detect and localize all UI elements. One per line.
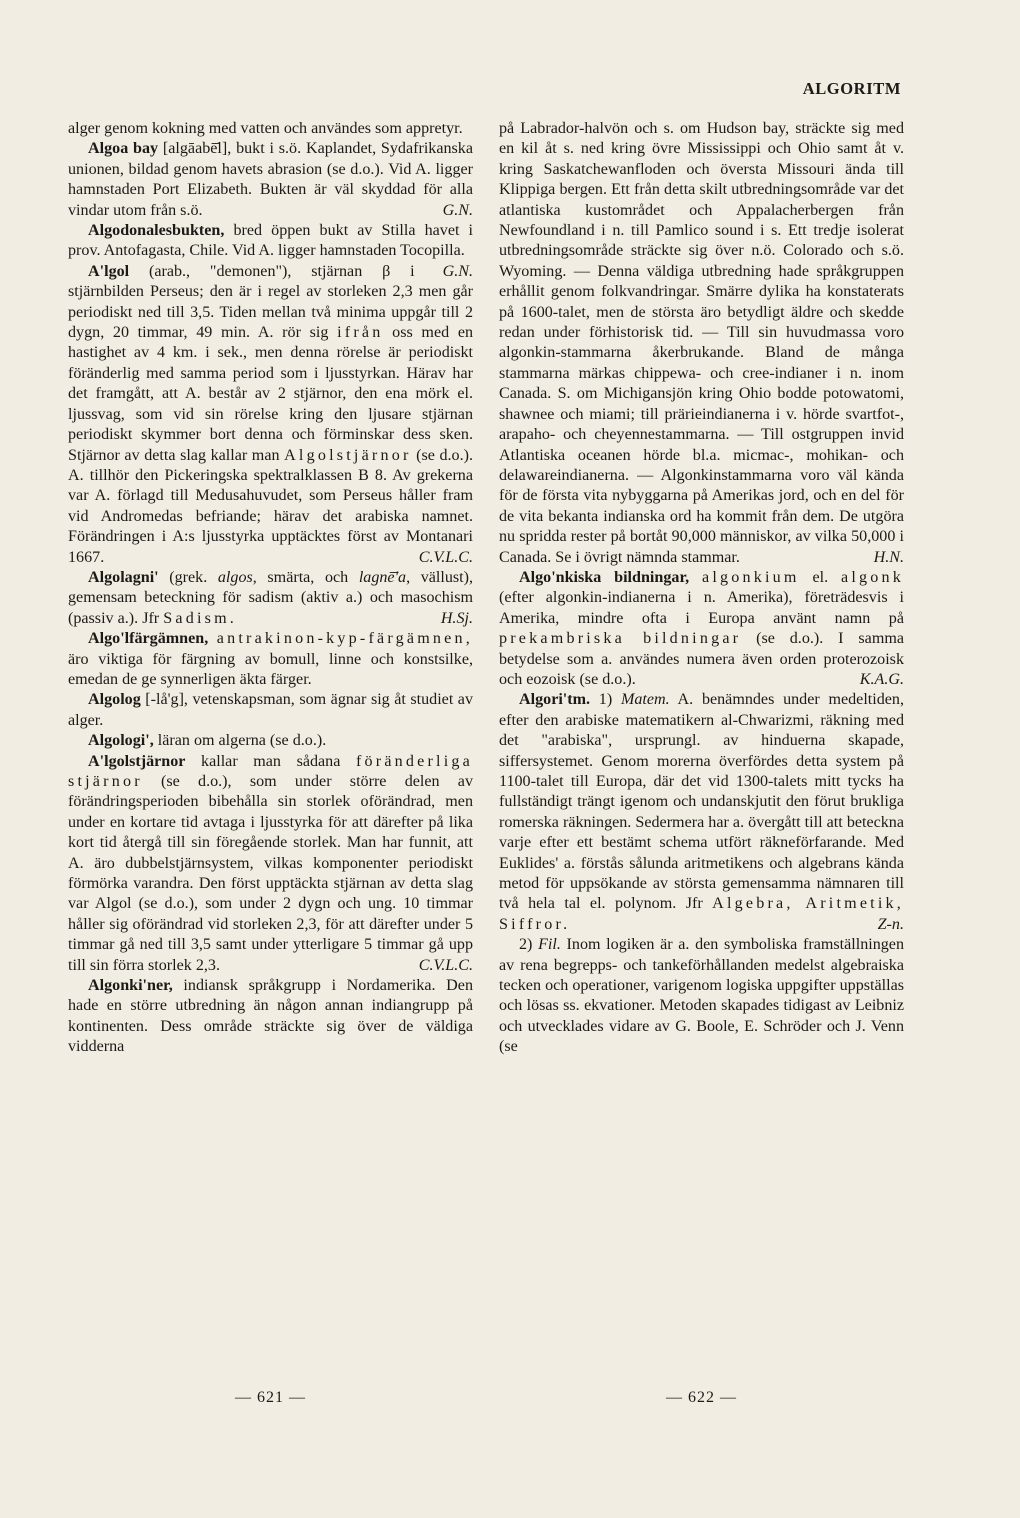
page-number-left: — 621 —	[235, 1389, 306, 1406]
entry-algoritm-philosophy: 2) Fil. Inom logiken är a. den symboliska framställningen av rena begrepps- och tankeförhållanden medelst algebraiska tecken och operationer, varigenom logiska uppgifter uppställas och lösas ss. ekvationer. Metoden skapades tidigast av Leibniz och utvecklades vidare av G. Boole, E. Schröder och J. Venn (se	[499, 936, 904, 1056]
entry-continuation: på Labrador-halvön och s. om Hudson bay, sträckte sig med en kil åt s. ned kring övre Mississippi och Ohio samt åt v. kring Saskatchewanfloden och översta Missouri ända till Klippiga bergen. Ett från detta skilt utbredningsområde var det atlantiska kustområdet och Appalacherbergen från Newfoundland i n. till Pamlico sound i s. Ett tredje isolerat utbredningsområde sträckte sig över n.ö. Colorado och s.ö. Wyoming. — Denna väldiga utbredning hade språkgruppen erhållit genom folkvandringar. Smärre dylika ha konstaterats på 1600-talet, men de största äro betydligt äldre och skedde redan under förhistorisk tid. — Till sin huvudmassa voro algonkin-stammarna åkerbrukande. Bland de många stammarna märkas chippewa- och cree-indianer i n. inom Canada. S. om Michigansjön kring Ohio bodde potowatomi, shawnee och miami; till prärieindianerna i v. hörde svartfot-, arapaho- och cheyennestammarna. — Till ostgruppen invid Atlantiska oceanen hörde bl.a. micmac-, mohikan- och delawareindianerna. — Algonkinstammarna voro väl kända för de första vita nybyggarna på Amerikas jord, och en del för de vita bekanta indianska ord ha kommit från dem. De utgöra nu spridda rester på bortåt 90,000 människor, av vilka 50,000 i Canada. Se i övrigt nämnda stammar. H.N.	[499, 119, 904, 568]
spaced-term: algonk	[840, 568, 904, 586]
entry-algodonalesbukten: Algodonalesbukten, bred öppen bukt av Stilla havet i prov. Antofagasta, Chile. Vid A. ligger hamnstaden Tocopilla. G.N.	[68, 221, 473, 262]
spaced-term: ifrån	[337, 324, 384, 342]
headword: Algo'lfärgämnen,	[88, 630, 209, 648]
headword: Algo'nkiska bildningar,	[519, 568, 690, 586]
headword: Algori'tm.	[519, 691, 591, 709]
headword: A'lgolstjärnor	[88, 752, 186, 770]
headword: Algolog	[88, 691, 141, 709]
spaced-term: föränderliga stjärnor	[68, 752, 473, 790]
headword: Algodonalesbukten,	[88, 222, 225, 240]
entry-algologi: Algologi', läran om algerna (se d.o.).	[88, 732, 327, 750]
author-signature: C.V.L.C.	[418, 956, 473, 974]
cross-reference: Algolstjärnor	[284, 446, 412, 464]
entry-continuation: alger genom kokning med vatten och användes som appretyr.	[68, 120, 463, 137]
cross-reference: prekambriska bildningar	[499, 630, 742, 648]
spaced-term: antrakinon-kyp-färgämnen,	[216, 630, 473, 648]
headword: Algoa bay	[88, 140, 159, 158]
entry-algonkiska-bildningar: Algo'nkiska bildningar, algonkium el. algonk (efter algonkin-indianerna i n. Amerika), företrädesvis i Amerika, mindre ofta i Europa använt namn på prekambriska bildningar (se d.o.). I samma betydelse som a. användes numera även orden proterozoisk och eozoisk (se d.o.). K.A.G.	[499, 568, 904, 690]
spaced-term: algonkium	[702, 568, 800, 586]
cross-reference: Algebra, Aritmetik, Siffror.	[499, 895, 904, 933]
author-signature: K.A.G.	[859, 670, 904, 688]
page-number-right: — 622 —	[666, 1389, 737, 1406]
entry-algol: A'lgol (arab., "demonen"), stjärnan β i stjärnbilden Perseus; den är i regel av storleken 2,3 men går periodiskt ned till 3,5. Tiden mellan två minima uppgår till 2 dygn, 20 timmar, 49 min. A. rör sig ifrån oss med en hastighet av 4 km. i sek., men denna rörelse är periodiskt föränderlig med samma period som i ljusstyrkan. Härav har det framgått, att A. består av 2 stjärnor, den ena mörk el. ljussvag, som vid sin rörelse kring den ljusare stjärnan periodiskt skymmer bort denna och förminskar dess sken. Stjärnor av detta slag kallar man Algolstjärnor (se d.o.). A. tillhör den Pickeringska spektralklassen B 8. Av grekerna var A. förlagd till Medusahuvudet, som Perseus håller fram vid Andromedas befriande; härav det arabiska namnet. Förändringen i A:s ljusstyrka upptäcktes först av Montanari 1667. C.V.L.C.	[68, 262, 473, 568]
entry-algolagni: Algolagni' (grek. algos, smärta, och lagnē̄'a, vällust), gemensam beteckning för sadism (aktiv a.) och masochism (passiv a.). Jfr Sadism. H.Sj.	[68, 568, 473, 629]
headword: Algolagni'	[88, 568, 159, 586]
right-column	[499, 119, 904, 1058]
headword: A'lgol	[88, 262, 130, 280]
entry-algonkiner: Algonki'ner, indiansk språkgrupp i Nordamerika. Den hade en större utbredning än någon annan indiangrupp på kontinenten. Dess område sträckte sig över de väldiga vidderna	[68, 977, 473, 1056]
left-column	[68, 119, 473, 1058]
author-signature: G.N.	[442, 201, 473, 219]
author-signature: H.N.	[873, 548, 904, 566]
author-signature: G.N.	[442, 262, 473, 280]
author-signature: C.V.L.C.	[418, 548, 473, 566]
running-head: ALGORITM	[802, 79, 901, 98]
entry-algoa-bay: Algoa bay [algāabē̄l], bukt i s.ö. Kaplandet, Sydafrikanska unionen, bildad genom havets abrasion (se d.o.). Vid A. ligger hamnstaden Port Elizabeth. Bukten är väl skyddad för alla vindar utom från s.ö. G.N.	[68, 139, 473, 221]
headword: Algologi',	[88, 732, 154, 750]
entry-algolfargamnen: Algo'lfärgämnen, antrakinon-kyp-färgämnen, äro viktiga för färgning av bomull, linne och konstsilke, emedan de ge synnerligen äkta färger.	[68, 630, 473, 688]
author-signature: H.Sj.	[440, 609, 473, 627]
cross-reference: Sadism.	[163, 609, 238, 627]
entry-algoritm: Algori'tm. 1) Matem. A. benämndes under medeltiden, efter den arabiske matematikern al-Chwarizmi, räkning med det "arabiska", ursprungl. av hinduerna skapade, siffersystemet. Genom morerna överfördes detta system på 1100-talet till Europa, där det vid 1300-talets mitt tycks ha fullständigt trängt igenom och undanskjutit den förut brukliga romerska räkningen. Sedermera har a. övergått till att beteckna varje efter ett bestämt schema utfört räkneförfarande. Med Euklides' a. förstås sålunda aritmetikens och algebrans kända metod för uppsökande av största gemensamma nämnaren till två hela tal el. polynom. Jfr Algebra, Aritmetik, Siffror. Z-n.	[499, 690, 904, 935]
entry-algolog: Algolog [-lå'g], vetenskapsman, som ägnar sig åt studiet av alger.	[68, 691, 473, 729]
author-signature: Z-n.	[877, 915, 904, 933]
headword: Algonki'ner,	[88, 977, 173, 995]
entry-algolstjarnor: A'lgolstjärnor kallar man sådana föränderliga stjärnor (se d.o.), som under större delen av förändringsperioden bibehålla sin storlek oförändrad, men under en kortare tid avtaga i ljusstyrka för att därefter på lika kort tid återgå till sin föregående storlek. Man har funnit, att A. äro dubbelstjärnsystem, vilkas komponenter periodiskt förmörka varandra. Den först upptäckta stjärnan av detta slag var Algol (se d.o.), som under 2 dygn och ung. 10 timmar håller sig oförändrad vid storleken 2,3, för att därefter under 5 timmar gå ned till 3,5 samt under ytterligare 5 timmar gå upp till sin förra storlek 2,3. C.V.L.C.	[68, 752, 473, 976]
